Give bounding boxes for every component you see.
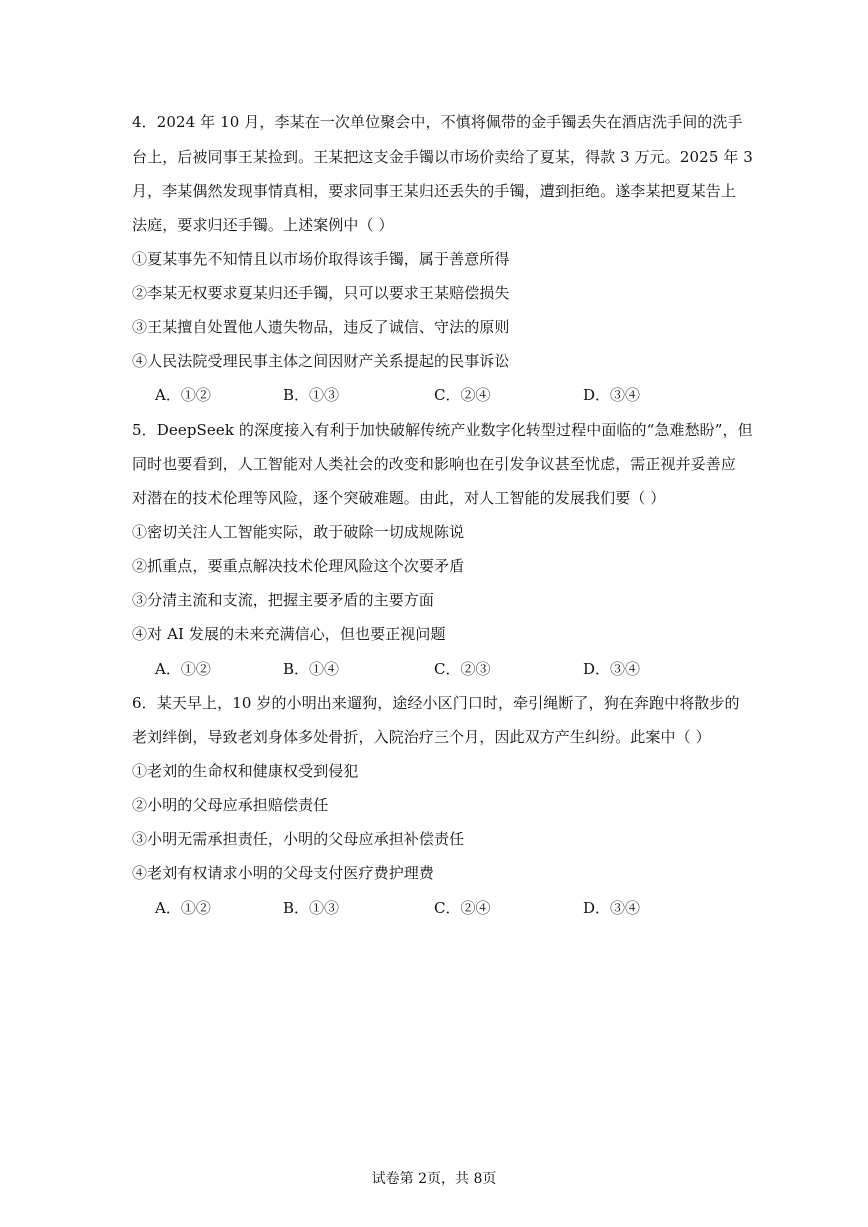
- question-6-statement-3: ③小明无需承担责任，小明的父母应承担补偿责任: [132, 830, 465, 848]
- question-5-choice-c: C．②③: [434, 660, 491, 678]
- question-6-stem-line-1: 6．某天早上，10 岁的小明出来遛狗，途经小区门口时，牵引绳断了，狗在奔跑中将散步的: [132, 694, 740, 712]
- question-5-choice-d: D．③④: [583, 660, 641, 678]
- question-6-statement-2: ②小明的父母应承担赔偿责任: [132, 796, 329, 814]
- question-4-choice-d: D．③④: [583, 386, 641, 404]
- question-5-statement-4: ④对 AI 发展的未来充满信心，但也要正视问题: [132, 625, 446, 643]
- question-5-choices: [155, 659, 755, 679]
- question-4-stem-line-3: 月，李某偶然发现事情真相，要求同事王某归还丢失的手镯，遭到拒绝。遂李某把夏某告上: [132, 182, 737, 200]
- question-6-choice-a: A．①②: [155, 899, 211, 917]
- question-4-stem-line-2: 台上，后被同事王某捡到。王某把这支金手镯以市场价卖给了夏某，得款 3 万元。2025 年 3: [132, 148, 753, 166]
- question-6-choice-b: B．①③: [283, 899, 340, 917]
- question-4-choice-c: C．②④: [434, 386, 491, 404]
- question-5-choice-a: A．①②: [155, 660, 211, 678]
- question-6-choice-d: D．③④: [583, 899, 641, 917]
- question-5-stem-line-2: 同时也要看到，人工智能对人类社会的改变和影响也在引发争议甚至忧虑，需正视并妥善应: [132, 455, 737, 473]
- question-5-stem-line-3: 对潜在的技术伦理等风险，逐个突破难题。由此，对人工智能的发展我们要（ ）: [132, 489, 666, 507]
- question-5-statement-3: ③分清主流和支流，把握主要矛盾的主要方面: [132, 591, 435, 609]
- question-4-statement-3: ③王某擅自处置他人遗失物品，违反了诚信、守法的原则: [132, 318, 510, 336]
- question-4-statement-4: ④人民法院受理民事主体之间因财产关系提起的民事诉讼: [132, 352, 510, 370]
- question-5-stem-line-1: 5．DeepSeek 的深度接入有利于加快破解传统产业数字化转型过程中面临的“急难愁盼”，但: [132, 421, 753, 439]
- question-6-statement-1: ①老刘的生命权和健康权受到侵犯: [132, 762, 359, 780]
- question-6-choice-c: C．②④: [434, 899, 491, 917]
- question-6-statement-4: ④老刘有权请求小明的父母支付医疗费护理费: [132, 864, 435, 882]
- question-4-choice-b: B．①③: [283, 386, 340, 404]
- question-4-stem-line-4: 法庭，要求归还手镯。上述案例中（ ）: [132, 216, 394, 234]
- question-5-choice-b: B．①④: [283, 660, 340, 678]
- question-4-statement-1: ①夏某事先不知情且以市场价取得该手镯，属于善意所得: [132, 250, 510, 268]
- question-5-statement-2: ②抓重点，要重点解决技术伦理风险这个次要矛盾: [132, 557, 465, 575]
- question-4-statement-2: ②李某无权要求夏某归还手镯，只可以要求王某赔偿损失: [132, 284, 510, 302]
- page-footer: 试卷第 2页，共 8页: [371, 1171, 497, 1187]
- question-6-stem-line-2: 老刘绊倒，导致老刘身体多处骨折，入院治疗三个月，因此双方产生纠纷。此案中（ ）: [132, 728, 711, 746]
- question-6-choices: [155, 898, 755, 918]
- question-5-statement-1: ①密切关注人工智能实际，敢于破除一切成规陈说: [132, 523, 465, 541]
- question-4-choices: [155, 385, 755, 405]
- question-4-choice-a: A．①②: [155, 386, 211, 404]
- question-4-stem-line-1: 4．2024 年 10 月，李某在一次单位聚会中，不慎将佩带的金手镯丢失在酒店洗手间的洗手: [132, 113, 743, 131]
